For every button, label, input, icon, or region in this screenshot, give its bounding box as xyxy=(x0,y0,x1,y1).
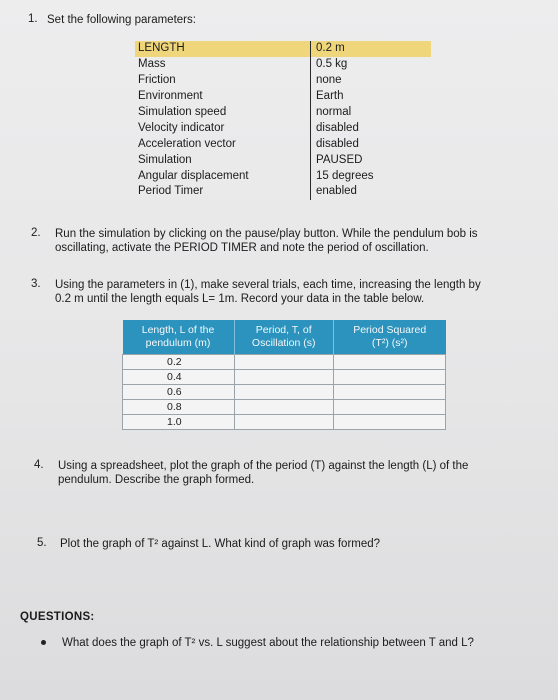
param-label: Acceleration vector xyxy=(138,137,236,150)
header-period-line2: Oscillation (s) xyxy=(251,337,316,349)
q1-text: Set the following parameters: xyxy=(47,14,196,26)
param-label: Simulation xyxy=(138,153,192,166)
period-squared-cell[interactable] xyxy=(333,415,445,430)
q2-line2: oscillating, activate the PERIOD TIMER and note the period of oscillation. xyxy=(55,242,429,254)
param-value: enabled xyxy=(311,184,432,200)
header-length xyxy=(123,320,235,355)
header-period-squared-line1: Period Squared xyxy=(353,324,427,336)
param-label: Environment xyxy=(138,90,203,103)
bullet-icon xyxy=(41,640,46,645)
header-period-squared-line2: (T²) (s²) xyxy=(371,337,408,349)
q1-number: 1. xyxy=(28,13,38,25)
header-length-line2: pendulum (m) xyxy=(145,337,211,349)
param-row xyxy=(135,57,431,73)
param-label: Friction xyxy=(138,74,176,87)
length-cell: 0.6 xyxy=(123,385,235,400)
table-row xyxy=(123,370,446,385)
period-squared-cell[interactable] xyxy=(333,385,445,400)
param-label: LENGTH xyxy=(135,41,311,57)
param-row xyxy=(135,105,431,121)
question-item: What does the graph of T² vs. L suggest about the relationship between T and L? xyxy=(62,637,474,649)
header-period-line1: Period, T, of xyxy=(255,324,312,336)
param-row xyxy=(135,136,431,152)
param-label: Simulation speed xyxy=(138,106,227,118)
q4-line2: pendulum. Describe the graph formed. xyxy=(58,474,255,486)
param-value: disabled xyxy=(311,120,432,136)
q2-number: 2. xyxy=(31,227,41,239)
parameters-table xyxy=(135,41,431,200)
length-cell: 0.8 xyxy=(123,400,235,415)
q2-line1: Run the simulation by clicking on the pause/play button. While the pendulum bob is xyxy=(55,228,478,240)
q3-line1: Using the parameters in (1), make several trials, each time, increasing the length by xyxy=(55,279,481,291)
param-row xyxy=(135,73,431,89)
period-squared-cell[interactable] xyxy=(333,370,445,385)
param-value: none xyxy=(311,73,432,89)
table-row xyxy=(123,355,446,370)
param-value: Earth xyxy=(311,89,432,105)
param-value: 0.5 kg xyxy=(311,57,432,73)
period-cell[interactable] xyxy=(234,415,333,430)
param-label: Velocity indicator xyxy=(138,121,225,134)
period-squared-cell[interactable] xyxy=(333,400,445,415)
q4-number: 4. xyxy=(34,459,44,471)
period-cell[interactable] xyxy=(234,385,333,400)
data-table xyxy=(122,320,446,430)
length-cell: 0.4 xyxy=(123,370,235,385)
param-value: 0.2 m xyxy=(311,41,432,57)
param-row xyxy=(135,152,431,168)
table-row xyxy=(123,385,446,400)
header-length-line1: Length, L of the xyxy=(141,324,215,336)
param-row xyxy=(135,168,431,184)
length-cell: 1.0 xyxy=(123,415,235,430)
table-row xyxy=(123,400,446,415)
q5-text: Plot the graph of T² against L. What kind of graph was formed? xyxy=(60,538,381,550)
period-squared-cell[interactable] xyxy=(333,355,445,370)
q4-line1: Using a spreadsheet, plot the graph of the period (T) against the length (L) of the xyxy=(58,460,469,472)
param-label: Period Timer xyxy=(138,185,204,198)
param-value: 15 degrees xyxy=(311,168,432,184)
length-cell: 0.2 xyxy=(123,355,235,370)
param-label: Mass xyxy=(138,58,166,71)
param-row xyxy=(135,120,431,136)
param-label: Angular displacement xyxy=(138,169,249,182)
param-value: disabled xyxy=(311,136,432,152)
period-cell[interactable] xyxy=(234,370,333,385)
q3-line2: 0.2 m until the length equals L= 1m. Record your data in the table below. xyxy=(55,293,425,305)
param-row xyxy=(135,89,431,105)
table-row xyxy=(123,415,446,430)
header-period xyxy=(234,320,333,355)
q5-number: 5. xyxy=(37,537,47,549)
param-value: normal xyxy=(311,105,432,121)
period-cell[interactable] xyxy=(234,355,333,370)
q3-number: 3. xyxy=(31,278,41,290)
questions-heading: QUESTIONS: xyxy=(20,611,95,623)
param-row xyxy=(135,41,431,57)
param-value: PAUSED xyxy=(311,152,432,168)
period-cell[interactable] xyxy=(234,400,333,415)
param-row xyxy=(135,184,431,200)
header-period-squared xyxy=(333,320,445,355)
